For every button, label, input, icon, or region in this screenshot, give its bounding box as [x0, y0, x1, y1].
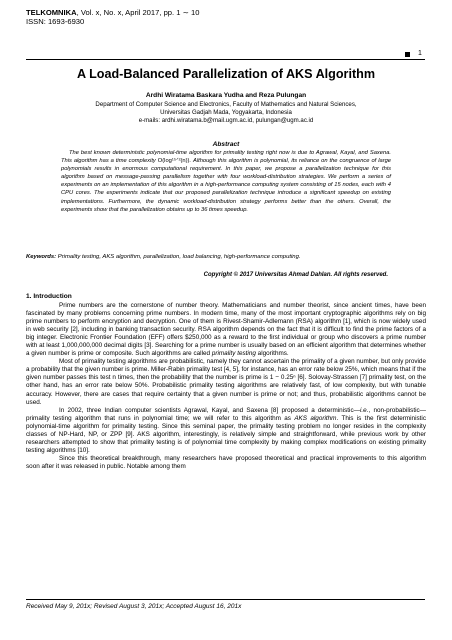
paragraph-3 — [26, 407, 426, 455]
copyright-notice: Copyright © 2017 Universitas Ahmad Dahlan. All rights reserved. — [203, 272, 388, 278]
keywords-label: Keywords: — [26, 254, 57, 260]
paper-title: A Load-Balanced Parallelization of AKS Algorithm — [76, 67, 376, 81]
abstract-heading: Abstract — [212, 141, 240, 148]
complexity-formula: O(log¹⁵ᐟ²(n)) — [157, 158, 190, 165]
abstract-text-2: . Although this algorithm is polynomial, its reliance on the congruence of large polynomials results in enormous computational requirement. In this paper, we propose a parallelization technique for this algorithm based on message-passing parallelism together with four workload-distribution strategies. We perform a series of experiments on an implementation of this algorithm in a high-performance computing system consisting of 15 nodes, each with 4 CPU cores. The experiments indicate that our proposed parallelization technique introduce a significant speedup on existing implementations. Furthermore, the dynamic workload-distribution strategy performs better than the others. Overall, the experiments show that the parallelization obtains up to 36 times speedup. — [61, 158, 391, 213]
paragraph-4: Since this theoretical breakthrough, many researchers have proposed theoretical and practical improvements to this algorithm soon after it was released in public. Notable among them — [26, 454, 426, 470]
paragraph-3-emphasis-ie: i.e. — [359, 406, 369, 414]
header-rule — [26, 59, 425, 60]
author-emails: e-mails: ardhi.wiratama.b@mail.ugm.ac.id, pulungan@ugm.ac.id — [138, 116, 314, 124]
affiliation — [26, 101, 426, 124]
paragraph-2: Most of primality testing algorithms are probabilistic, namely they cannot ascertain the primality of a given number, but only provide a probability that the given number is prime. Miller-Rabin primality test [4, 5], for instance, has an error rate below 25%, which means that if the given number passes this test n times, then the probability that the number is prime is 1 − 0.25ⁿ [6]. Solovay-Strassen [7] primality test, on the other hand, has an error rate below 50%. Probabilistic primality testing algorithms are relatively fast, of low complexity, but with tunable accuracy. However, there are cases that require certainty that a given number is prime or not; and thus, probabilistic algorithms cannot be used. — [26, 358, 426, 406]
paragraph-1-end: algorithms. — [255, 350, 289, 358]
journal-name: TELKOMNIKA — [26, 8, 77, 17]
abstract-body — [61, 149, 391, 214]
abstract-text-1: The best known deterministic polynomial-time algorithm for primality testing right now is due to Agrawal, Kayal, and Saxena. This algorithm has a time complexity — [61, 150, 391, 165]
issn: ISSN: 1693-6930 — [26, 17, 85, 26]
authors: Ardhi Wiratama Baskara Yudha and Reza Pulungan — [145, 92, 307, 99]
journal-header — [26, 8, 426, 26]
paragraph-1-text: Prime numbers are the cornerstone of number theory. Mathematicians and number theorist, since ancient times, have been fascinated by many problems concerning prime numbers. In modern time, many of the most important cryptographic algorithms rely on big prime numbers to perform encryption and decryption. One of them is Rivest-Shamir-Adlemann (RSA) algorithm [1], which is now widely used in web security [2], including in banking transaction security. RSA algorithm depends on the fact that it is difficult to find the prime factors of a big integer. Electronic Frontier Foundation (EFF) offers $250,000 as a reward to the first individual or group who discovers a prime number with at least 1,000,000,000 decimal digits [3]. Searching for a prime number is usually based on an efficient algorithm that determines whether a given number is prime or composite. Such algorithms are called — [26, 302, 426, 358]
paragraph-1 — [26, 302, 426, 358]
section-heading-introduction: 1. Introduction — [26, 293, 72, 300]
paragraph-3-end: . This is the first deterministic polynomial-time algorithm for primality testing. Since this seminal paper, the primality testing problem no longer resides in the complexity classes of NP-Hard, NP, or ZPP [9]. AKS algorithm, interestingly, is relatively simple and straightforward, while previous work by other researchers attempted to show that primality testing is of polynomial time complexity by making complex modifications on existing primality testing algorithms [10]. — [26, 414, 427, 454]
paragraph-3-emphasis-aks: AKS algorithm — [294, 414, 337, 422]
keywords-text: Primality testing, AKS algorithm, parallelization, load balancing, high-performance computing. — [56, 254, 301, 260]
introduction-body — [26, 302, 426, 471]
received-dates: Received May 9, 201x; Revised August 3, 201x; Accepted August 16, 201x — [26, 603, 242, 610]
page-number: 1 — [418, 50, 422, 57]
paragraph-3-middle: , non-probabilistic—primality testing algorithm that runs in polynomial time; we will refer to this algorithm as — [26, 406, 427, 422]
affiliation-university: Universitas Gadjah Mada, Yogyakarta, Indonesia — [160, 108, 292, 116]
affiliation-department: Department of Computer Science and Electronics, Faculty of Mathematics and Natural Sciences, — [95, 101, 357, 108]
volume-info: , Vol. x, No. x, April 2017, pp. 1 ∼ 10 — [76, 8, 200, 17]
paragraph-3-text: In 2002, three Indian computer scientists Agrawal, Kayal, and Saxena [8] proposed a deterministic— — [59, 406, 360, 414]
journal-line — [26, 8, 426, 17]
keywords — [26, 253, 426, 261]
page-marker-square — [405, 52, 410, 57]
paragraph-1-emphasis: primality testing — [211, 350, 256, 358]
footer-rule — [26, 599, 425, 600]
